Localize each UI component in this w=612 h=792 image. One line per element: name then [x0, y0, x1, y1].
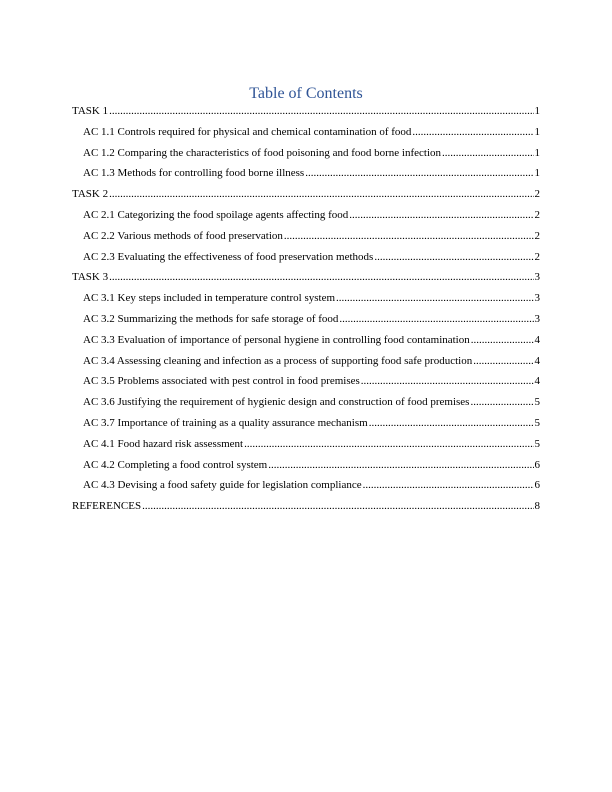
- toc-entry-text: REFERENCES: [72, 500, 142, 513]
- toc-entry-text: AC 1.2 Comparing the characteristics of food poisoning and food borne infection: [83, 146, 442, 159]
- toc-entry-text: AC 2.1 Categorizing the food spoilage agents affecting food: [83, 208, 349, 221]
- toc-subentry[interactable]: [72, 126, 540, 139]
- toc-heading-entry[interactable]: [72, 105, 540, 118]
- dot-leader: [268, 459, 533, 472]
- toc-page-number: 2: [534, 208, 540, 221]
- toc-entry-text: AC 3.6 Justifying the requirement of hygienic design and construction of food premises: [83, 396, 470, 409]
- toc-page-number: 2: [534, 188, 540, 201]
- dot-leader: [305, 167, 533, 180]
- toc-subentry[interactable]: [72, 375, 540, 388]
- toc-entry-text: AC 3.1 Key steps included in temperature control system: [83, 292, 336, 305]
- toc-entry-text: AC 4.2 Completing a food control system: [83, 458, 268, 471]
- dot-leader: [363, 479, 534, 492]
- dot-leader: [374, 251, 533, 264]
- toc-page-number: 1: [534, 167, 540, 180]
- toc-page-number: 4: [534, 375, 540, 388]
- toc-list: [72, 105, 540, 513]
- toc-entry-text: AC 3.2 Summarizing the methods for safe storage of food: [83, 312, 339, 325]
- toc-page-number: 4: [534, 354, 540, 367]
- toc-entry-text: AC 4.1 Food hazard risk assessment: [83, 437, 244, 450]
- toc-entry-text: AC 3.7 Importance of training as a quality assurance mechanism: [83, 416, 368, 429]
- toc-entry-text: AC 1.1 Controls required for physical and chemical contamination of food: [83, 125, 412, 138]
- toc-subentry[interactable]: [72, 230, 540, 243]
- dot-leader: [369, 417, 534, 430]
- toc-heading-entry[interactable]: [72, 188, 540, 201]
- toc-subentry[interactable]: [72, 209, 540, 222]
- dot-leader: [109, 271, 533, 284]
- toc-entry-text: AC 3.4 Assessing cleaning and infection as a process of supporting food safe production: [83, 354, 473, 367]
- dot-leader: [284, 230, 534, 243]
- toc-subentry[interactable]: [72, 147, 540, 160]
- dot-leader: [470, 396, 533, 409]
- toc-entry-text: TASK 2: [72, 188, 109, 201]
- toc-subentry[interactable]: [72, 292, 540, 305]
- toc-subentry[interactable]: [72, 438, 540, 451]
- toc-subentry[interactable]: [72, 167, 540, 180]
- toc-entry-text: AC 2.3 Evaluating the effectiveness of food preservation methods: [83, 250, 374, 263]
- toc-entry-text: AC 4.3 Devising a food safety guide for legislation compliance: [83, 479, 362, 492]
- toc-entry-text: AC 2.2 Various methods of food preservation: [83, 229, 283, 242]
- toc-entry-text: AC 3.5 Problems associated with pest control in food premises: [83, 375, 360, 388]
- toc-entry-text: TASK 1: [72, 105, 109, 117]
- toc-page-number: 3: [534, 312, 540, 325]
- toc-page-number: 6: [534, 479, 540, 492]
- toc-page-number: 1: [534, 146, 540, 159]
- toc-subentry[interactable]: [72, 251, 540, 264]
- toc-page-number: 1: [534, 105, 540, 117]
- toc-entry-text: AC 3.3 Evaluation of importance of personal hygiene in controlling food contamination: [83, 333, 470, 346]
- toc-page-number: 2: [534, 250, 540, 263]
- toc-subentry[interactable]: [72, 459, 540, 472]
- toc-page-number: 5: [534, 416, 540, 429]
- toc-page-number: 5: [534, 396, 540, 409]
- toc-page-number: 3: [534, 292, 540, 305]
- toc-page-number: 3: [534, 271, 540, 284]
- toc-subentry[interactable]: [72, 313, 540, 326]
- toc-page-number: 6: [534, 458, 540, 471]
- dot-leader: [109, 188, 533, 201]
- toc-title: Table of Contents: [249, 85, 363, 102]
- toc-page-number: 8: [534, 500, 540, 513]
- toc-subentry[interactable]: [72, 479, 540, 492]
- toc-heading-entry[interactable]: [72, 271, 540, 284]
- dot-leader: [339, 313, 533, 326]
- table-of-contents: [72, 84, 540, 521]
- toc-subentry[interactable]: [72, 334, 540, 347]
- dot-leader: [361, 375, 534, 388]
- dot-leader: [109, 105, 533, 118]
- dot-leader: [442, 147, 533, 160]
- dot-leader: [142, 500, 533, 513]
- toc-entry-text: TASK 3: [72, 271, 109, 284]
- dot-leader: [473, 355, 533, 368]
- toc-page-number: 4: [534, 333, 540, 346]
- dot-leader: [412, 126, 533, 139]
- dot-leader: [244, 438, 533, 451]
- toc-page-number: 2: [534, 229, 540, 242]
- dot-leader: [336, 292, 533, 305]
- toc-subentry[interactable]: [72, 417, 540, 430]
- dot-leader: [349, 209, 533, 222]
- toc-subentry[interactable]: [72, 355, 540, 368]
- toc-page-number: 5: [534, 437, 540, 450]
- toc-heading-entry[interactable]: [72, 500, 540, 513]
- dot-leader: [471, 334, 534, 347]
- toc-subentry[interactable]: [72, 396, 540, 409]
- toc-entry-text: AC 1.3 Methods for controlling food borne illness: [83, 167, 305, 180]
- toc-page-number: 1: [534, 125, 540, 138]
